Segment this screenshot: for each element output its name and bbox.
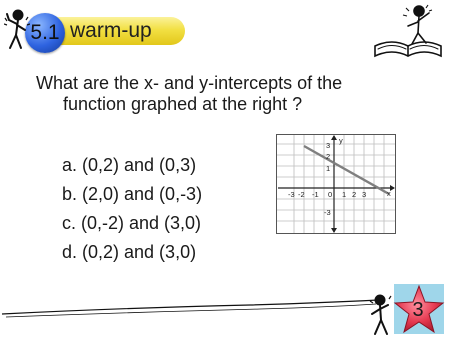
question-line-1: What are the x- and y-intercepts of the (36, 73, 343, 93)
x-tick-label: 0 (328, 190, 333, 199)
stick-figure-icon (368, 293, 394, 337)
x-axis-label: x (387, 189, 391, 198)
stick-figure-icon (4, 8, 30, 52)
option-a[interactable]: a. (0,2) and (0,3) (62, 155, 197, 175)
y-tick-label: 3 (326, 141, 331, 150)
question-line-2: function graphed at the right ? (63, 94, 303, 114)
bottom-divider (0, 296, 380, 318)
y-axis-label: y (339, 136, 343, 145)
y-tick-label: 1 (326, 164, 331, 173)
x-tick-label: -2 (298, 190, 305, 199)
y-tick-label: -3 (324, 208, 331, 217)
y-axis-arrow-down-icon (331, 228, 337, 233)
x-axis-arrow-icon (390, 185, 395, 191)
y-tick-label: 2 (326, 152, 331, 161)
plotted-line (304, 146, 389, 194)
x-tick-label: 3 (362, 190, 367, 199)
y-axis-arrow-icon (331, 135, 337, 140)
option-c[interactable]: c. (0,-2) and (3,0) (62, 213, 202, 233)
open-book-reader-icon (372, 2, 444, 60)
slide-number: 3 (412, 299, 424, 321)
option-d[interactable]: d. (0,2) and (3,0) (62, 242, 197, 262)
x-tick-label: 1 (342, 190, 347, 199)
page-title: warm-up (70, 19, 152, 42)
x-tick-label: -1 (312, 190, 319, 199)
x-tick-label: -3 (288, 190, 295, 199)
line-graph (276, 134, 396, 234)
section-number: 5.1 (30, 21, 60, 44)
x-tick-label: 2 (352, 190, 357, 199)
option-b[interactable]: b. (2,0) and (0,-3) (62, 184, 203, 204)
question-text (36, 73, 376, 115)
